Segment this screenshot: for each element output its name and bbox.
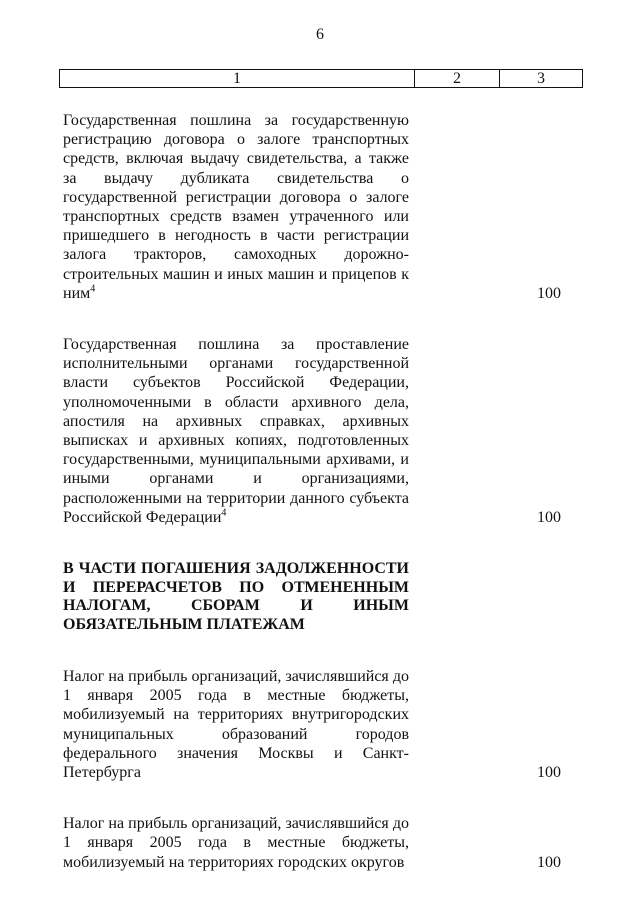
table-body [63, 111, 583, 872]
section-heading: В ЧАСТИ ПОГАШЕНИЯ ЗАДОЛЖЕННОСТИ И ПЕРЕРАСЧЕТОВ ПО ОТМЕНЕННЫМ НАЛОГАМ, СБОРАМ И ИНЫМ ОБЯЗАТЕЛЬНЫМ ПЛАТЕЖАМ [63, 560, 409, 633]
table-header-row [59, 69, 583, 88]
row-description: Налог на прибыль организаций, зачислявшийся до 1 января 2005 года в местные бюджеты, мобилизуемый на территориях городских округов [63, 815, 409, 871]
header-column-2: 2 [415, 70, 500, 87]
table-row [63, 335, 583, 527]
footnote-marker: 4 [90, 283, 96, 295]
row-value: 100 [537, 764, 561, 782]
footnote-marker: 4 [221, 507, 227, 519]
header-column-1: 1 [60, 70, 415, 87]
page-number: 6 [316, 26, 324, 43]
header-column-3: 3 [537, 69, 545, 87]
row-value: 100 [537, 853, 561, 871]
row-value: 100 [537, 508, 561, 526]
row-description: Налог на прибыль организаций, зачислявшийся до 1 января 2005 года в местные бюджеты, мобилизуемый на территориях внутригородских муниципальных образований городов федерального значения Москвы и Санкт-Петербурга [63, 668, 409, 782]
row-description: Государственная пошлина за проставление исполнительными органами государственной власти субъектов Российской Федерации, уполномоченными в области архивного дела, апостиля на архивных справках, архивных выписках и архивных копиях, подготовленных государственными, муниципальными архивами, и иными органами и организациями, расположенными на территории данного субъекта Российской Федерации$^4$ [63, 336, 409, 526]
row-description: Государственная пошлина за государственную регистрацию договора о залоге транспортных средств, включая выдачу свидетельства, а также за выдачу дубликата свидетельства о государственной регистрации договора о залоге транспортных средств взамен утраченного или пришедшего в негодность в части регистрации залога тракторов, самоходных дорожно-строительных машин и иных машин и прицепов к ним$^4$ [63, 112, 409, 302]
table-row [63, 814, 583, 872]
row-value: 100 [537, 284, 561, 302]
table-row [63, 111, 583, 303]
table-row [63, 667, 583, 782]
